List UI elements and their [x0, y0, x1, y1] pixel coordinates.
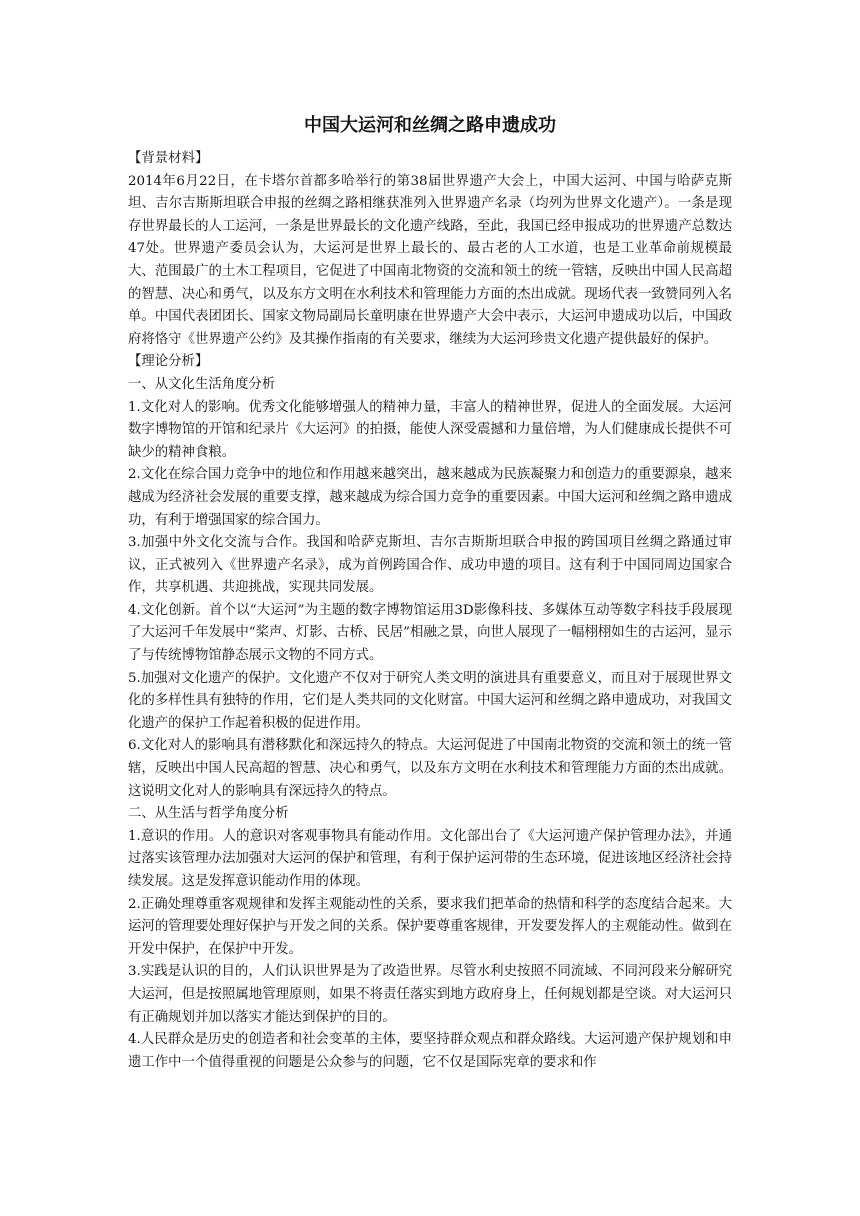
- section-heading-philosophy: 二、从生活与哲学角度分析: [128, 806, 289, 822]
- document-body: [128, 148, 732, 1074]
- section-heading-culture: 一、从文化生活角度分析: [128, 376, 276, 392]
- culture-point-2: 2.文化在综合国力竞争中的地位和作用越来越突出，越来越成为民族凝聚力和创造力的重要源泉，越来越成为经济社会发展的重要支撑，越来越成为综合国力竞争的重要因素。中国大运河和丝绸之路申遗成功，有利于增强国家的综合国力。: [128, 467, 732, 528]
- philosophy-point-4: 4.人民群众是历史的创造者和社会变革的主体，要坚持群众观点和群众路线。大运河遗产保护规划和申遗工作中一个值得重视的问题是公众参与的问题，它不仅是国际宪章的要求和作: [128, 1032, 732, 1070]
- culture-point-3: 3.加强中外文化交流与合作。我国和哈萨克斯坦、吉尔吉斯斯坦联合申报的跨国项目丝绸之路通过审议，正式被列入《世界遗产名录》，成为首例跨国合作、成功申遗的项目。这有利于中国同周边国家合作，共享机遇、共迎挑战，实现共同发展。: [128, 535, 732, 596]
- background-paragraph: 2014年6月22日，在卡塔尔首都多哈举行的第38届世界遗产大会上，中国大运河、中国与哈萨克斯坦、吉尔吉斯斯坦联合申报的丝绸之路相继获准列入世界遗产名录（均列为世界文化遗产）。一条是现存世界最长的人工运河，一条是世界最长的文化遗产线路，至此，我国已经申报成功的世界遗产总数达47处。世界遗产委员会认为，大运河是世界上最长的、最古老的人工水道，也是工业革命前规模最大、范围最广的土木工程项目，它促进了中国南北物资的交流和领土的统一管辖，反映出中国人民高超的智慧、决心和勇气，以及东方文明在水利技术和管理能力方面的杰出成就。现场代表一致赞同列入名单。中国代表团团长、国家文物局副局长童明康在世界遗产大会中表示，大运河申遗成功以后，中国政府将恪守《世界遗产公约》及其操作指南的有关要求，继续为大运河珍贵文化遗产提供最好的保护。: [128, 173, 732, 347]
- philosophy-point-1: 1.意识的作用。人的意识对客观事物具有能动作用。文化部出台了《大运河遗产保护管理办法》，并通过落实该管理办法加强对大运河的保护和管理，有利于保护运河带的生态环境，促进该地区经济社会持续发展。这是发挥意识能动作用的体现。: [128, 828, 732, 889]
- culture-point-5: 5.加强对文化遗产的保护。文化遗产不仅对于研究人类文明的演进具有重要意义，而且对于展现世界文化的多样性具有独特的作用，它们是人类共同的文化财富。中国大运河和丝绸之路申遗成功，对我国文化遗产的保护工作起着积极的促进作用。: [128, 670, 732, 731]
- culture-point-1: 1.文化对人的影响。优秀文化能够增强人的精神力量，丰富人的精神世界，促进人的全面发展。大运河数字博物馆的开馆和纪录片《大运河》的拍摄，能使人深受震撼和力量倍增，为人们健康成长提供不可缺少的精神食粮。: [128, 399, 732, 460]
- culture-point-4: 4.文化创新。首个以“大运河”为主题的数字博物馆运用3D影像科技、多媒体互动等数字科技手段展现了大运河千年发展中“桨声、灯影、古桥、民居”相融之景，向世人展现了一幅栩栩如生的古运河，显示了与传统博物馆静态展示文物的不同方式。: [128, 602, 732, 664]
- section-label-background: 【背景材料】: [128, 151, 209, 166]
- section-label-theory: 【理论分析】: [128, 354, 209, 370]
- philosophy-point-3: 3.实践是认识的目的，人们认识世界是为了改造世界。尽管水利史按照不同流域、不同河段来分解研究大运河，但是按照属地管理原则，如果不将责任落实到地方政府身上，任何规划都是空谈。对大运河只有正确规划并加以落实才能达到保护的目的。: [128, 964, 732, 1025]
- document-title: 中国大运河和丝绸之路申遗成功: [304, 115, 556, 136]
- culture-point-6: 6.文化对人的影响具有潜移默化和深远持久的特点。大运河促进了中国南北物资的交流和领土的统一管辖，反映出中国人民高超的智慧、决心和勇气，以及东方文明在水利技术和管理能力方面的杰出成就。这说明文化对人的影响具有深远持久的特点。: [128, 738, 732, 799]
- document-page: [128, 112, 732, 1074]
- philosophy-point-2: 2.正确处理尊重客观规律和发挥主观能动性的关系，要求我们把革命的热情和科学的态度结合起来。大运河的管理要处理好保护与开发之间的关系。保护要尊重客规律，开发要发挥人的主观能动性。做到在开发中保护，在保护中开发。: [128, 896, 732, 957]
